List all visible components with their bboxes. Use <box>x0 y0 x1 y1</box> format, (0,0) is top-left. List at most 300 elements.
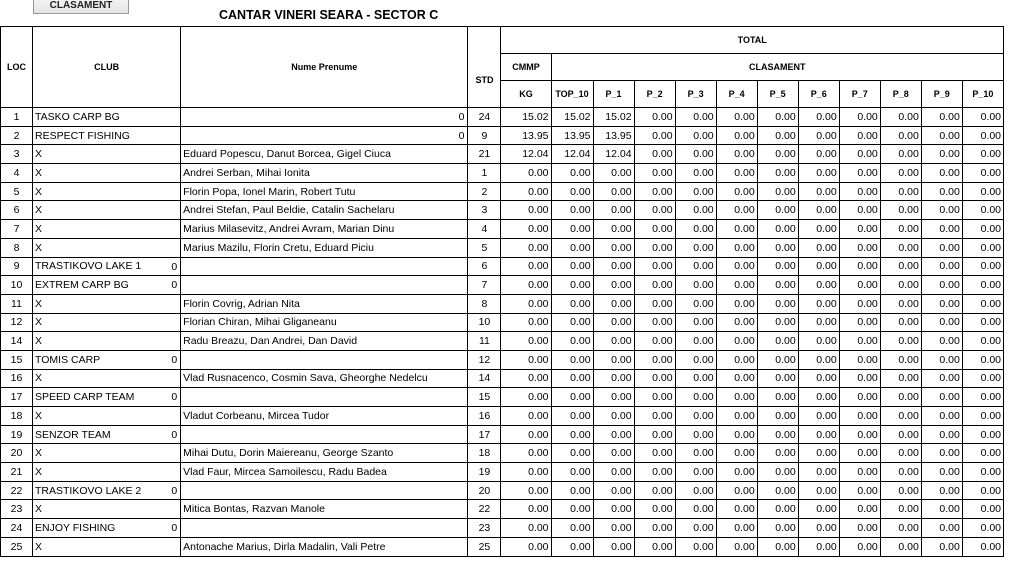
cell-p9[interactable]: 0.00 <box>921 407 962 426</box>
cell-p4[interactable]: 0.00 <box>716 201 757 220</box>
cell-loc[interactable]: 3 <box>1 145 33 164</box>
cell-p9[interactable]: 0.00 <box>921 500 962 519</box>
cell-top10[interactable]: 0.00 <box>551 500 593 519</box>
cell-p9[interactable]: 0.00 <box>921 444 962 463</box>
cell-p10[interactable]: 0.00 <box>962 276 1003 295</box>
cell-club[interactable] <box>33 238 181 257</box>
cell-nume-prenume[interactable] <box>181 294 468 313</box>
cell-club[interactable] <box>33 201 181 220</box>
cell-loc[interactable]: 10 <box>1 276 33 295</box>
cell-std[interactable]: 20 <box>468 481 501 500</box>
cell-p1[interactable]: 0.00 <box>593 500 634 519</box>
cell-p8[interactable]: 0.00 <box>880 444 921 463</box>
cell-std[interactable]: 19 <box>468 463 501 482</box>
cell-std[interactable]: 2 <box>468 182 501 201</box>
cell-p1[interactable]: 0.00 <box>593 407 634 426</box>
cell-p7[interactable]: 0.00 <box>839 500 880 519</box>
cell-p9[interactable]: 0.00 <box>921 313 962 332</box>
cell-nume-prenume[interactable] <box>181 238 468 257</box>
cell-p5[interactable]: 0.00 <box>757 537 798 556</box>
cell-p4[interactable]: 0.00 <box>716 463 757 482</box>
cell-p8[interactable]: 0.00 <box>880 164 921 183</box>
cell-loc[interactable]: 11 <box>1 294 33 313</box>
cell-p9[interactable]: 0.00 <box>921 481 962 500</box>
cell-p10[interactable]: 0.00 <box>962 519 1003 538</box>
cell-club[interactable] <box>33 182 181 201</box>
cell-p5[interactable]: 0.00 <box>757 108 798 127</box>
cell-kg[interactable]: 0.00 <box>501 444 551 463</box>
cell-p3[interactable]: 0.00 <box>675 369 716 388</box>
cell-p10[interactable]: 0.00 <box>962 257 1003 276</box>
cell-p1[interactable]: 0.00 <box>593 350 634 369</box>
cell-top10[interactable]: 12.04 <box>551 145 593 164</box>
cell-p6[interactable]: 0.00 <box>798 182 839 201</box>
cell-p4[interactable]: 0.00 <box>716 294 757 313</box>
cell-std[interactable]: 25 <box>468 537 501 556</box>
cell-top10[interactable]: 0.00 <box>551 313 593 332</box>
cell-p7[interactable]: 0.00 <box>839 201 880 220</box>
cell-p3[interactable]: 0.00 <box>675 276 716 295</box>
cell-top10[interactable]: 0.00 <box>551 519 593 538</box>
cell-p7[interactable]: 0.00 <box>839 164 880 183</box>
cell-p10[interactable]: 0.00 <box>962 220 1003 239</box>
cell-p2[interactable]: 0.00 <box>634 294 675 313</box>
cell-club[interactable] <box>33 444 181 463</box>
cell-p8[interactable]: 0.00 <box>880 145 921 164</box>
cell-p6[interactable]: 0.00 <box>798 201 839 220</box>
cell-p8[interactable]: 0.00 <box>880 537 921 556</box>
cell-loc[interactable]: 15 <box>1 350 33 369</box>
cell-loc[interactable]: 23 <box>1 500 33 519</box>
cell-p2[interactable]: 0.00 <box>634 369 675 388</box>
cell-club[interactable] <box>33 350 181 369</box>
cell-club[interactable] <box>33 126 181 145</box>
cell-nume-prenume[interactable] <box>181 276 468 295</box>
cell-top10[interactable]: 0.00 <box>551 164 593 183</box>
cell-p3[interactable]: 0.00 <box>675 407 716 426</box>
cell-p9[interactable]: 0.00 <box>921 332 962 351</box>
cell-p1[interactable]: 12.04 <box>593 145 634 164</box>
cell-p5[interactable]: 0.00 <box>757 388 798 407</box>
cell-kg[interactable]: 0.00 <box>501 537 551 556</box>
cell-p1[interactable]: 0.00 <box>593 332 634 351</box>
cell-p4[interactable]: 0.00 <box>716 481 757 500</box>
cell-nume-prenume[interactable] <box>181 388 468 407</box>
cell-p4[interactable]: 0.00 <box>716 537 757 556</box>
cell-p4[interactable]: 0.00 <box>716 332 757 351</box>
cell-kg[interactable]: 0.00 <box>501 201 551 220</box>
cell-p1[interactable]: 0.00 <box>593 201 634 220</box>
cell-kg[interactable]: 0.00 <box>501 369 551 388</box>
cell-nume-prenume[interactable] <box>181 500 468 519</box>
cell-p2[interactable]: 0.00 <box>634 257 675 276</box>
cell-club[interactable] <box>33 108 181 127</box>
cell-p6[interactable]: 0.00 <box>798 220 839 239</box>
cell-kg[interactable]: 0.00 <box>501 425 551 444</box>
cell-p8[interactable]: 0.00 <box>880 220 921 239</box>
cell-p9[interactable]: 0.00 <box>921 126 962 145</box>
cell-club[interactable] <box>33 407 181 426</box>
cell-top10[interactable]: 0.00 <box>551 257 593 276</box>
cell-nume-prenume[interactable] <box>181 126 468 145</box>
cell-p1[interactable]: 0.00 <box>593 425 634 444</box>
cell-top10[interactable]: 0.00 <box>551 238 593 257</box>
cell-top10[interactable]: 0.00 <box>551 332 593 351</box>
cell-p9[interactable]: 0.00 <box>921 276 962 295</box>
cell-p8[interactable]: 0.00 <box>880 519 921 538</box>
cell-p7[interactable]: 0.00 <box>839 537 880 556</box>
cell-kg[interactable]: 0.00 <box>501 220 551 239</box>
cell-std[interactable]: 11 <box>468 332 501 351</box>
cell-p4[interactable]: 0.00 <box>716 500 757 519</box>
cell-p5[interactable]: 0.00 <box>757 126 798 145</box>
cell-p4[interactable]: 0.00 <box>716 164 757 183</box>
cell-p7[interactable]: 0.00 <box>839 519 880 538</box>
cell-p2[interactable]: 0.00 <box>634 276 675 295</box>
cell-p6[interactable]: 0.00 <box>798 444 839 463</box>
cell-p7[interactable]: 0.00 <box>839 220 880 239</box>
cell-club[interactable] <box>33 294 181 313</box>
cell-kg[interactable]: 0.00 <box>501 481 551 500</box>
cell-p5[interactable]: 0.00 <box>757 444 798 463</box>
cell-p10[interactable]: 0.00 <box>962 313 1003 332</box>
cell-p2[interactable]: 0.00 <box>634 201 675 220</box>
cell-kg[interactable]: 15.02 <box>501 108 551 127</box>
cell-p3[interactable]: 0.00 <box>675 145 716 164</box>
cell-p6[interactable]: 0.00 <box>798 313 839 332</box>
cell-std[interactable]: 1 <box>468 164 501 183</box>
cell-loc[interactable]: 25 <box>1 537 33 556</box>
cell-std[interactable]: 21 <box>468 145 501 164</box>
cell-p2[interactable]: 0.00 <box>634 182 675 201</box>
cell-top10[interactable]: 0.00 <box>551 276 593 295</box>
cell-p7[interactable]: 0.00 <box>839 444 880 463</box>
cell-p3[interactable]: 0.00 <box>675 500 716 519</box>
cell-top10[interactable]: 0.00 <box>551 481 593 500</box>
cell-p3[interactable]: 0.00 <box>675 108 716 127</box>
cell-p9[interactable]: 0.00 <box>921 145 962 164</box>
cell-p8[interactable]: 0.00 <box>880 425 921 444</box>
cell-p5[interactable]: 0.00 <box>757 257 798 276</box>
cell-p7[interactable]: 0.00 <box>839 369 880 388</box>
cell-p5[interactable]: 0.00 <box>757 276 798 295</box>
cell-p3[interactable]: 0.00 <box>675 388 716 407</box>
cell-p10[interactable]: 0.00 <box>962 369 1003 388</box>
cell-loc[interactable]: 7 <box>1 220 33 239</box>
cell-top10[interactable]: 0.00 <box>551 220 593 239</box>
cell-p6[interactable]: 0.00 <box>798 238 839 257</box>
cell-p3[interactable]: 0.00 <box>675 463 716 482</box>
cell-club[interactable] <box>33 332 181 351</box>
cell-nume-prenume[interactable] <box>181 444 468 463</box>
cell-p9[interactable]: 0.00 <box>921 182 962 201</box>
cell-p8[interactable]: 0.00 <box>880 201 921 220</box>
cell-loc[interactable]: 16 <box>1 369 33 388</box>
cell-p10[interactable]: 0.00 <box>962 463 1003 482</box>
cell-p4[interactable]: 0.00 <box>716 276 757 295</box>
cell-p6[interactable]: 0.00 <box>798 108 839 127</box>
cell-p1[interactable]: 0.00 <box>593 463 634 482</box>
cell-p10[interactable]: 0.00 <box>962 388 1003 407</box>
cell-p2[interactable]: 0.00 <box>634 463 675 482</box>
cell-p9[interactable]: 0.00 <box>921 294 962 313</box>
cell-loc[interactable]: 22 <box>1 481 33 500</box>
cell-loc[interactable]: 21 <box>1 463 33 482</box>
cell-p5[interactable]: 0.00 <box>757 463 798 482</box>
cell-kg[interactable]: 0.00 <box>501 500 551 519</box>
cell-p6[interactable]: 0.00 <box>798 126 839 145</box>
cell-top10[interactable]: 0.00 <box>551 369 593 388</box>
cell-kg[interactable]: 0.00 <box>501 164 551 183</box>
cell-p7[interactable]: 0.00 <box>839 182 880 201</box>
cell-p8[interactable]: 0.00 <box>880 407 921 426</box>
cell-std[interactable]: 16 <box>468 407 501 426</box>
cell-std[interactable]: 24 <box>468 108 501 127</box>
cell-loc[interactable]: 8 <box>1 238 33 257</box>
cell-p4[interactable]: 0.00 <box>716 369 757 388</box>
cell-club[interactable] <box>33 500 181 519</box>
cell-p3[interactable]: 0.00 <box>675 182 716 201</box>
cell-std[interactable]: 12 <box>468 350 501 369</box>
cell-nume-prenume[interactable] <box>181 313 468 332</box>
cell-p3[interactable]: 0.00 <box>675 201 716 220</box>
cell-p1[interactable]: 0.00 <box>593 537 634 556</box>
cell-p2[interactable]: 0.00 <box>634 425 675 444</box>
cell-p8[interactable]: 0.00 <box>880 463 921 482</box>
cell-p9[interactable]: 0.00 <box>921 164 962 183</box>
cell-p1[interactable]: 0.00 <box>593 481 634 500</box>
cell-kg[interactable]: 0.00 <box>501 238 551 257</box>
cell-nume-prenume[interactable] <box>181 481 468 500</box>
cell-p8[interactable]: 0.00 <box>880 369 921 388</box>
cell-p8[interactable]: 0.00 <box>880 182 921 201</box>
cell-p5[interactable]: 0.00 <box>757 313 798 332</box>
cell-top10[interactable]: 0.00 <box>551 425 593 444</box>
cell-club[interactable] <box>33 519 181 538</box>
cell-p10[interactable]: 0.00 <box>962 444 1003 463</box>
cell-p5[interactable]: 0.00 <box>757 201 798 220</box>
cell-p5[interactable]: 0.00 <box>757 164 798 183</box>
cell-club[interactable] <box>33 313 181 332</box>
cell-std[interactable]: 22 <box>468 500 501 519</box>
cell-p4[interactable]: 0.00 <box>716 108 757 127</box>
cell-nume-prenume[interactable] <box>181 463 468 482</box>
cell-kg[interactable]: 0.00 <box>501 257 551 276</box>
cell-p5[interactable]: 0.00 <box>757 145 798 164</box>
cell-p1[interactable]: 0.00 <box>593 257 634 276</box>
cell-loc[interactable]: 24 <box>1 519 33 538</box>
cell-p7[interactable]: 0.00 <box>839 126 880 145</box>
cell-top10[interactable]: 0.00 <box>551 294 593 313</box>
cell-club[interactable] <box>33 388 181 407</box>
cell-p7[interactable]: 0.00 <box>839 407 880 426</box>
cell-p2[interactable]: 0.00 <box>634 500 675 519</box>
cell-p6[interactable]: 0.00 <box>798 164 839 183</box>
cell-p3[interactable]: 0.00 <box>675 164 716 183</box>
cell-p7[interactable]: 0.00 <box>839 145 880 164</box>
cell-p2[interactable]: 0.00 <box>634 350 675 369</box>
cell-p3[interactable]: 0.00 <box>675 313 716 332</box>
cell-p6[interactable]: 0.00 <box>798 519 839 538</box>
cell-p2[interactable]: 0.00 <box>634 145 675 164</box>
cell-std[interactable]: 3 <box>468 201 501 220</box>
cell-top10[interactable]: 0.00 <box>551 182 593 201</box>
cell-std[interactable]: 5 <box>468 238 501 257</box>
cell-p1[interactable]: 0.00 <box>593 313 634 332</box>
cell-p3[interactable]: 0.00 <box>675 444 716 463</box>
cell-loc[interactable]: 17 <box>1 388 33 407</box>
cell-kg[interactable]: 12.04 <box>501 145 551 164</box>
cell-kg[interactable]: 0.00 <box>501 463 551 482</box>
cell-p6[interactable]: 0.00 <box>798 500 839 519</box>
cell-p4[interactable]: 0.00 <box>716 182 757 201</box>
cell-p1[interactable]: 0.00 <box>593 164 634 183</box>
cell-top10[interactable]: 0.00 <box>551 201 593 220</box>
cell-p5[interactable]: 0.00 <box>757 332 798 351</box>
cell-p9[interactable]: 0.00 <box>921 201 962 220</box>
cell-nume-prenume[interactable] <box>181 519 468 538</box>
cell-p7[interactable]: 0.00 <box>839 294 880 313</box>
cell-std[interactable]: 4 <box>468 220 501 239</box>
cell-kg[interactable]: 0.00 <box>501 388 551 407</box>
cell-p3[interactable]: 0.00 <box>675 332 716 351</box>
cell-loc[interactable]: 6 <box>1 201 33 220</box>
cell-p3[interactable]: 0.00 <box>675 425 716 444</box>
cell-p9[interactable]: 0.00 <box>921 369 962 388</box>
cell-kg[interactable]: 0.00 <box>501 276 551 295</box>
cell-std[interactable]: 9 <box>468 126 501 145</box>
cell-p3[interactable]: 0.00 <box>675 537 716 556</box>
cell-top10[interactable]: 0.00 <box>551 463 593 482</box>
cell-std[interactable]: 6 <box>468 257 501 276</box>
cell-club[interactable] <box>33 164 181 183</box>
cell-p6[interactable]: 0.00 <box>798 294 839 313</box>
cell-p5[interactable]: 0.00 <box>757 182 798 201</box>
cell-p1[interactable]: 0.00 <box>593 519 634 538</box>
cell-p4[interactable]: 0.00 <box>716 238 757 257</box>
cell-p6[interactable]: 0.00 <box>798 537 839 556</box>
cell-p5[interactable]: 0.00 <box>757 500 798 519</box>
cell-p4[interactable]: 0.00 <box>716 388 757 407</box>
cell-p9[interactable]: 0.00 <box>921 388 962 407</box>
cell-kg[interactable]: 0.00 <box>501 332 551 351</box>
cell-kg[interactable]: 0.00 <box>501 519 551 538</box>
cell-p8[interactable]: 0.00 <box>880 481 921 500</box>
cell-club[interactable] <box>33 425 181 444</box>
cell-p5[interactable]: 0.00 <box>757 481 798 500</box>
cell-club[interactable] <box>33 257 181 276</box>
cell-top10[interactable]: 0.00 <box>551 407 593 426</box>
cell-club[interactable] <box>33 276 181 295</box>
cell-p5[interactable]: 0.00 <box>757 519 798 538</box>
cell-p6[interactable]: 0.00 <box>798 481 839 500</box>
cell-p9[interactable]: 0.00 <box>921 463 962 482</box>
cell-p10[interactable]: 0.00 <box>962 126 1003 145</box>
cell-p2[interactable]: 0.00 <box>634 481 675 500</box>
cell-p6[interactable]: 0.00 <box>798 257 839 276</box>
cell-p10[interactable]: 0.00 <box>962 537 1003 556</box>
cell-p9[interactable]: 0.00 <box>921 108 962 127</box>
cell-p8[interactable]: 0.00 <box>880 276 921 295</box>
cell-p6[interactable]: 0.00 <box>798 145 839 164</box>
cell-p7[interactable]: 0.00 <box>839 238 880 257</box>
cell-std[interactable]: 18 <box>468 444 501 463</box>
cell-nume-prenume[interactable] <box>181 182 468 201</box>
cell-p10[interactable]: 0.00 <box>962 145 1003 164</box>
cell-p7[interactable]: 0.00 <box>839 425 880 444</box>
cell-p9[interactable]: 0.00 <box>921 257 962 276</box>
cell-p10[interactable]: 0.00 <box>962 481 1003 500</box>
cell-p8[interactable]: 0.00 <box>880 313 921 332</box>
cell-club[interactable] <box>33 463 181 482</box>
cell-kg[interactable]: 0.00 <box>501 313 551 332</box>
cell-p1[interactable]: 0.00 <box>593 220 634 239</box>
cell-p8[interactable]: 0.00 <box>880 238 921 257</box>
cell-p2[interactable]: 0.00 <box>634 108 675 127</box>
cell-nume-prenume[interactable] <box>181 407 468 426</box>
cell-top10[interactable]: 0.00 <box>551 444 593 463</box>
cell-std[interactable]: 15 <box>468 388 501 407</box>
clasament-button[interactable]: CLASAMENT <box>33 0 129 14</box>
cell-p5[interactable]: 0.00 <box>757 294 798 313</box>
cell-p8[interactable]: 0.00 <box>880 257 921 276</box>
cell-p10[interactable]: 0.00 <box>962 500 1003 519</box>
cell-club[interactable] <box>33 369 181 388</box>
cell-nume-prenume[interactable] <box>181 220 468 239</box>
cell-p8[interactable]: 0.00 <box>880 332 921 351</box>
cell-p3[interactable]: 0.00 <box>675 481 716 500</box>
cell-p5[interactable]: 0.00 <box>757 220 798 239</box>
cell-nume-prenume[interactable] <box>181 257 468 276</box>
cell-nume-prenume[interactable] <box>181 350 468 369</box>
cell-kg[interactable]: 13.95 <box>501 126 551 145</box>
cell-p3[interactable]: 0.00 <box>675 238 716 257</box>
cell-p8[interactable]: 0.00 <box>880 388 921 407</box>
cell-p4[interactable]: 0.00 <box>716 350 757 369</box>
cell-top10[interactable]: 13.95 <box>551 126 593 145</box>
cell-p2[interactable]: 0.00 <box>634 388 675 407</box>
cell-p9[interactable]: 0.00 <box>921 425 962 444</box>
cell-p7[interactable]: 0.00 <box>839 350 880 369</box>
cell-loc[interactable]: 2 <box>1 126 33 145</box>
cell-p9[interactable]: 0.00 <box>921 519 962 538</box>
cell-nume-prenume[interactable] <box>181 369 468 388</box>
cell-club[interactable] <box>33 145 181 164</box>
cell-p1[interactable]: 0.00 <box>593 369 634 388</box>
cell-p5[interactable]: 0.00 <box>757 350 798 369</box>
cell-nume-prenume[interactable] <box>181 201 468 220</box>
cell-nume-prenume[interactable] <box>181 425 468 444</box>
cell-p4[interactable]: 0.00 <box>716 126 757 145</box>
cell-p6[interactable]: 0.00 <box>798 388 839 407</box>
cell-p8[interactable]: 0.00 <box>880 294 921 313</box>
cell-std[interactable]: 10 <box>468 313 501 332</box>
cell-p7[interactable]: 0.00 <box>839 257 880 276</box>
cell-p2[interactable]: 0.00 <box>634 313 675 332</box>
cell-loc[interactable]: 1 <box>1 108 33 127</box>
cell-p6[interactable]: 0.00 <box>798 463 839 482</box>
cell-p6[interactable]: 0.00 <box>798 369 839 388</box>
cell-p5[interactable]: 0.00 <box>757 369 798 388</box>
cell-p9[interactable]: 0.00 <box>921 238 962 257</box>
cell-p4[interactable]: 0.00 <box>716 145 757 164</box>
cell-p7[interactable]: 0.00 <box>839 276 880 295</box>
cell-p2[interactable]: 0.00 <box>634 220 675 239</box>
cell-nume-prenume[interactable] <box>181 537 468 556</box>
cell-p8[interactable]: 0.00 <box>880 350 921 369</box>
cell-p9[interactable]: 0.00 <box>921 220 962 239</box>
cell-p6[interactable]: 0.00 <box>798 276 839 295</box>
